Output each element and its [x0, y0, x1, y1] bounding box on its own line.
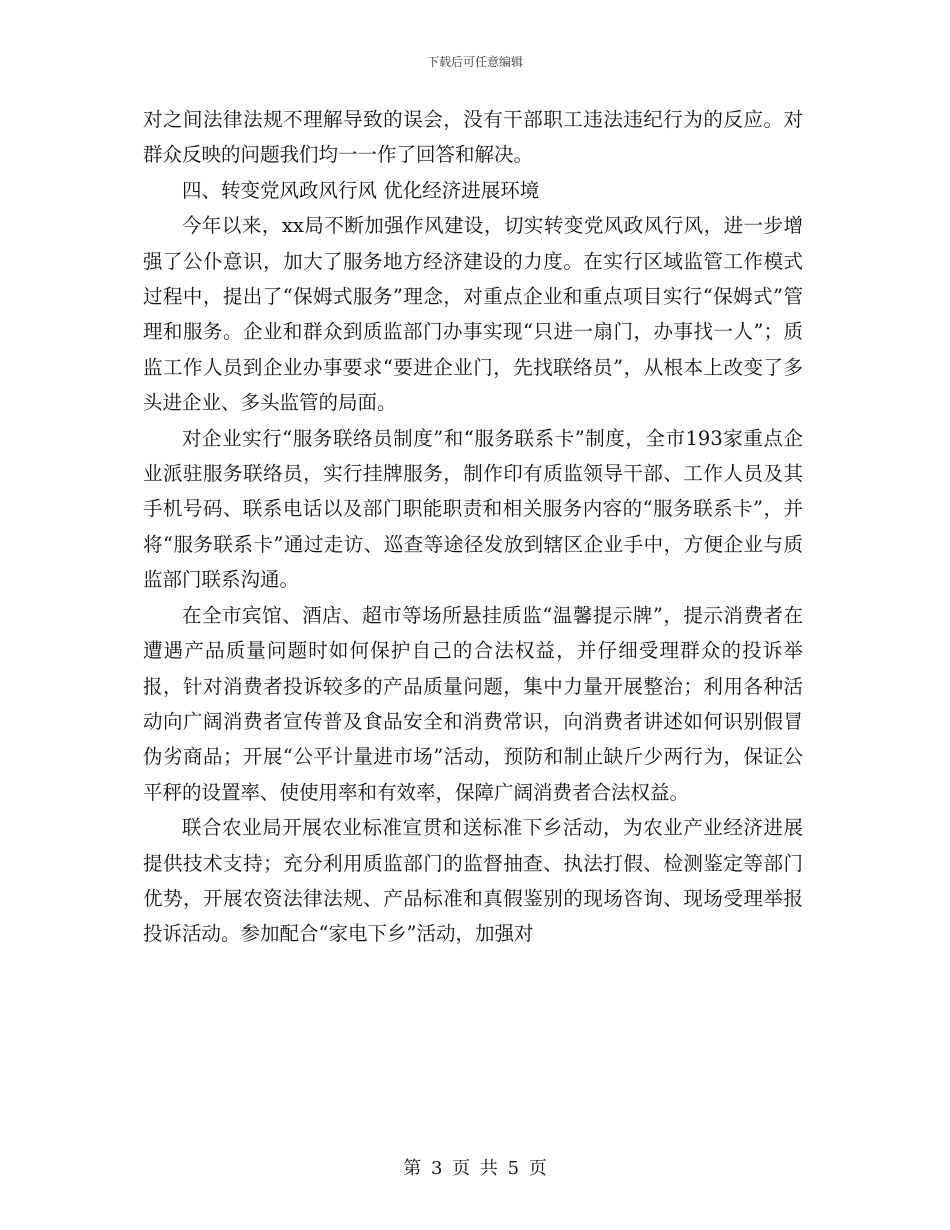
paragraph-1: 今年以来，xx局不断加强作风建设，切实转变党风政风行风，进一步增强了公仆意识，加大了服务地方经济建设的力度。在实行区域监管工作模式过程中，提出了“保姆式服务”理念，对重点企业和重点项目实行“保姆式”管理和服务。企业和群众到质监部门办事实现“只进一扇门，办事找一人”；质监工作人员到企业办事要求“要进企业门，先找联络员”，从根本上改变了多头进企业、多头监管的局面。	[143, 214, 803, 415]
section-heading: 四、转变党风政风行风 优化经济进展环境	[182, 178, 540, 202]
paragraph-continued: 对之间法律法规不理解导致的误会，没有干部职工违法违纪行为的反应。对群众反映的问题我们均一一作了回答和解决。	[143, 108, 803, 167]
page-header-note: 下载后可任意编辑	[426, 55, 523, 69]
paragraph-3: 在全市宾馆、酒店、超市等场所悬挂质监“温馨提示牌”，提示消费者在遭遇产品质量问题时如何保护自己的合法权益，并仔细受理群众的投诉举报，针对消费者投诉较多的产品质量问题，集中力量开展整治；利用各种活动向广阔消费者宣传普及食品安全和消费常识，向消费者讲述如何识别假冒伪劣商品；开展“公平计量进市场”活动，预防和制止缺斤少两行为，保证公平秤的设置率、使使用率和有效率，保障广阔消费者合法权益。	[143, 603, 803, 804]
paragraph-4: 联合农业局开展农业标准宣贯和送标准下乡活动，为农业产业经济进展提供技术支持；充分利用质监部门的监督抽查、执法打假、检测鉴定等部门优势，开展农资法律法规、产品标准和真假鉴别的现场咨询、现场受理举报投诉活动。参加配合“家电下乡”活动，加强对	[143, 816, 803, 946]
page-number: 第 3 页 共 5 页	[403, 1158, 547, 1179]
document-body	[143, 102, 803, 952]
paragraph-2: 对企业实行“服务联络员制度”和“服务联系卡”制度，全市193家重点企业派驻服务联络员，实行挂牌服务，制作印有质监领导干部、工作人员及其手机号码、联系电话以及部门职能职责和相关服务内容的“服务联系卡”，并将“服务联系卡”通过走访、巡查等途径发放到辖区企业手中，方便企业与质监部门联系沟通。	[143, 426, 803, 592]
